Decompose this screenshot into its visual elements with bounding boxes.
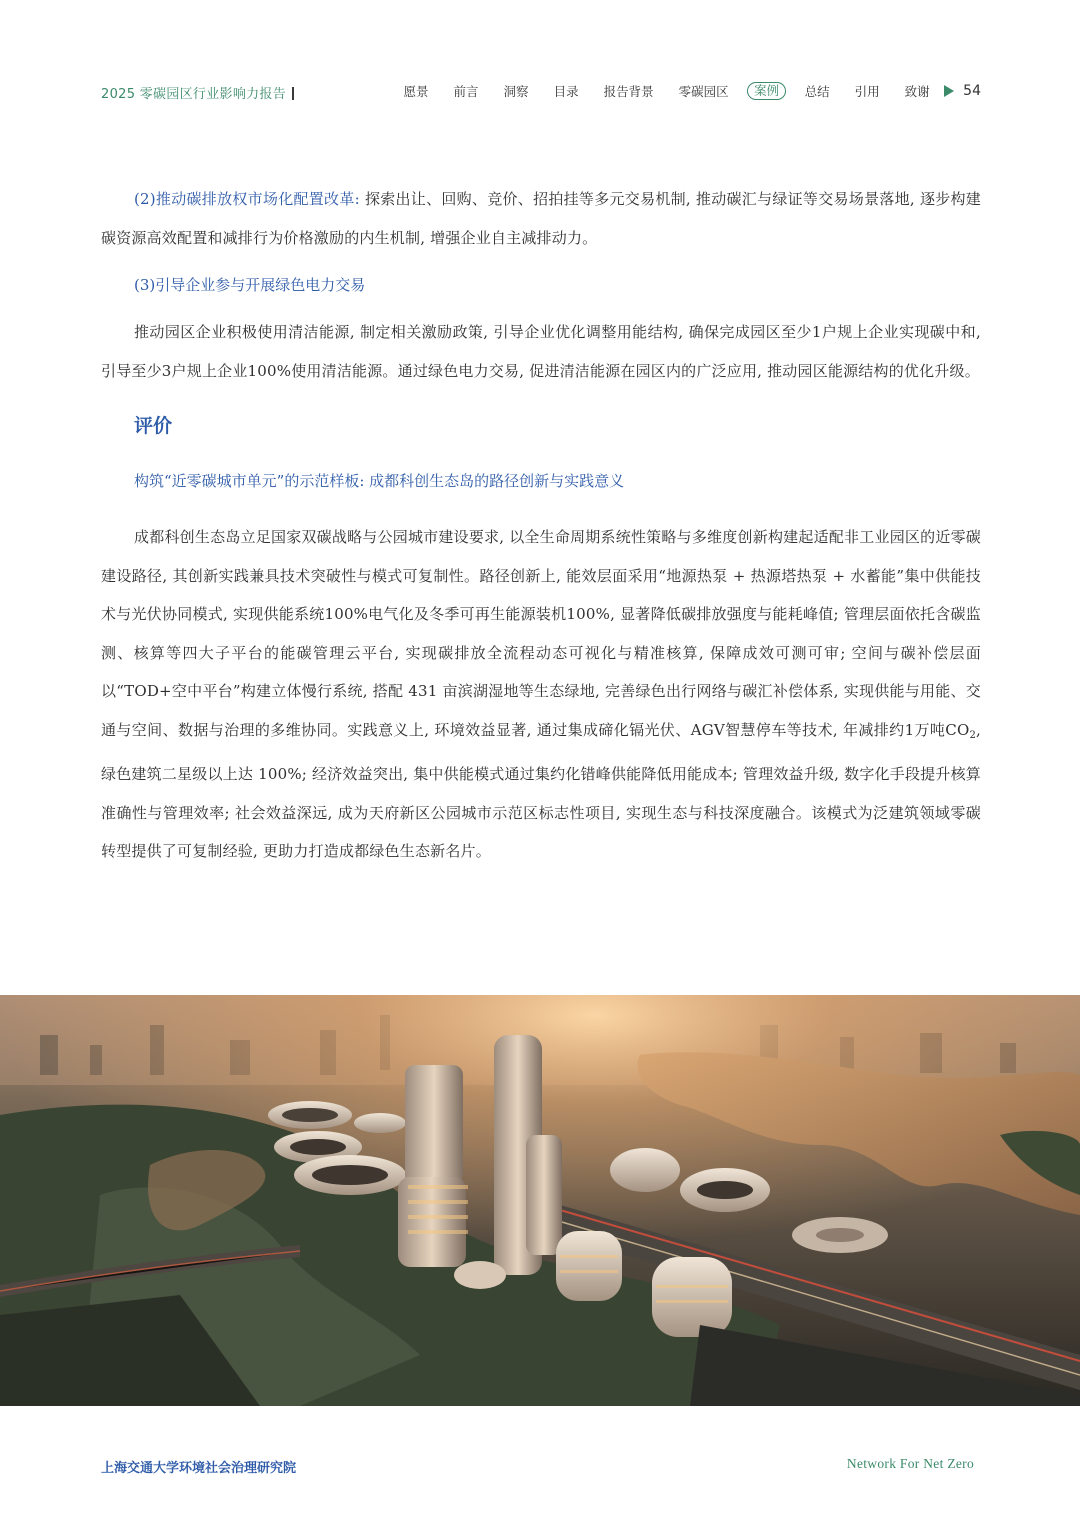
evaluation-heading: 评价 (134, 415, 173, 437)
title-divider (292, 87, 294, 100)
nav-item-zero-carbon-parks[interactable]: 零碳园区 (678, 84, 729, 99)
nav-item-acknowledgements[interactable]: 致谢 (904, 84, 930, 99)
nav-item-cases[interactable]: 案例 (747, 82, 786, 100)
evaluation-paragraph (101, 518, 981, 871)
item-3-paragraph: 推动园区企业积极使用清洁能源, 制定相关激励政策, 引导企业优化调整用能结构, 确保完成园区至少1户规上企业实现碳中和, 引导至少3户规上企业100%使用清洁能源。通过绿色电力交易, 促进清洁能源在园区内的广泛应用, 推动园区能源结构的优化升级。 (101, 323, 981, 380)
evaluation-body-part-2: , 绿色建筑二星级以上达 100%; 经济效益突出, 集中供能模式通过集约化错峰供能降低用能成本; 管理效益升级, 数字化手段提升核算准确性与管理效率; 社会效益深远, 成为天府新区公园城市示范区标志性项目, 实现生态与科技深度融合。该模式为泛建筑领域零碳转型提供了可复制经验, 更助力打造成都绿色生态新名片。 (101, 720, 981, 860)
item-2-body: 探索出让、回购、竞价、招拍挂等多元交易机制, 推动碳汇与绿证等交易场景落地, 逐步构建碳资源高效配置和减排行为价格激励的内生机制, 增强企业自主减排动力。 (101, 190, 981, 247)
evaluation-body-part-1: 成都科创生态岛立足国家双碳战略与公园城市建设要求, 以全生命周期系统性策略与多维度创新构建起适配非工业园区的近零碳建设路径, 其创新实践兼具技术突破性与模式可复制性。路径创新上, 能效层面采用“地源热泵 + 热源塔热泵 + 水蓄能”集中供能技术与光伏协同模式, 实现供能系统100%电气化及冬季可再生能源装机100%, 显著降低碳排放强度与能耗峰值; 管理层面依托含碳监测、核算等四大子平台的能碳管理云平台, 实现碳排放全流程动态可视化与精准核算, 保障成效可测可审; 空间与碳补偿层面以“TOD+空中平台”构建立体慢行系统, 搭配 431 亩滨湖湿地等生态绿地, 完善绿色出行网络与碳汇补偿体系, 实现供能与用能、交通与空间、数据与治理的多维协同。实践意义上, 环境效益显著, 通过集成碲化镉光伏、AGV智慧停车等技术, 年减排约1万吨CO (101, 528, 981, 739)
report-title (101, 83, 294, 102)
item-3-heading: (3)引导企业参与开展绿色电力交易 (134, 276, 366, 294)
play-icon[interactable] (944, 85, 954, 97)
footer-institute: 上海交通大学环境社会治理研究院 (101, 1461, 297, 1476)
evaluation-subtitle: 构筑“近零碳城市单元”的示范样板: 成都科创生态岛的路径创新与实践意义 (134, 472, 625, 490)
page-number: 54 (963, 83, 981, 99)
nav-item-contents[interactable]: 目录 (553, 84, 579, 99)
top-navigation (404, 80, 981, 102)
main-content (101, 180, 981, 871)
page-header (0, 0, 1080, 130)
aerial-rendering-image (0, 995, 1080, 1406)
nav-item-preface[interactable]: 前言 (453, 84, 479, 99)
item-2-paragraph (101, 180, 981, 257)
report-title-text: 2025 零碳园区行业影响力报告 (101, 87, 287, 102)
nav-item-background[interactable]: 报告背景 (603, 84, 654, 99)
nav-item-summary[interactable]: 总结 (804, 84, 830, 99)
nav-item-references[interactable]: 引用 (854, 84, 880, 99)
co2-subscript: 2 (969, 729, 977, 741)
footer-network: Network For Net Zero (846, 1456, 974, 1471)
aerial-rendering-svg (0, 995, 1080, 1406)
nav-item-vision[interactable]: 愿景 (403, 84, 429, 99)
nav-item-insights[interactable]: 洞察 (503, 84, 529, 99)
item-2-lead: (2)推动碳排放权市场化配置改革: (134, 190, 360, 208)
